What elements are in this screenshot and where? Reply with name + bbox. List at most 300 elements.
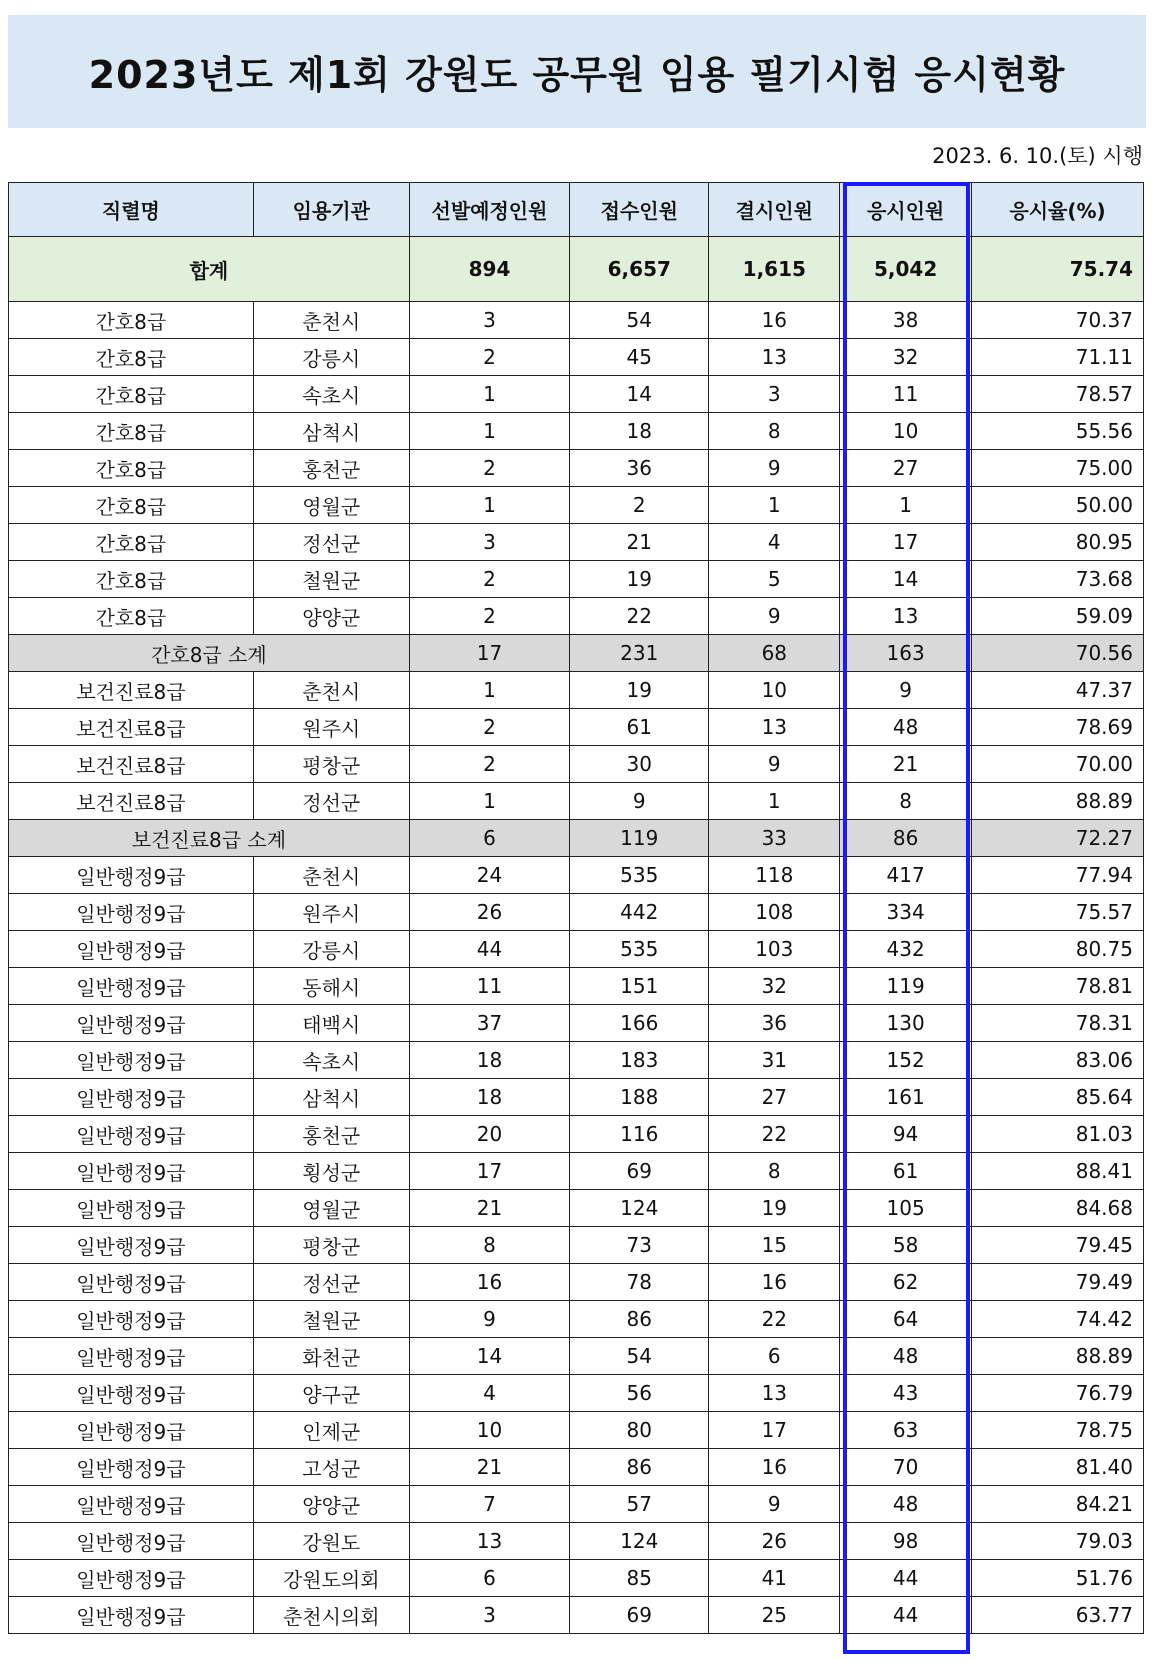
cell-agency: 속초시 [253,376,409,413]
table-row [9,339,1144,376]
cell-absent: 27 [709,1079,840,1116]
cell-absent: 9 [709,450,840,487]
cell-rate: 75.00 [972,450,1144,487]
cell-applied: 119 [570,820,709,857]
cell-absent: 32 [709,968,840,1005]
cell-planned: 2 [409,561,569,598]
cell-job: 간호8급 [9,561,254,598]
cell-attended: 27 [840,450,972,487]
total-absent: 1,615 [709,237,840,302]
total-planned: 894 [409,237,569,302]
cell-absent: 16 [709,302,840,339]
cell-agency: 양구군 [253,1375,409,1412]
cell-agency: 강원도 [253,1523,409,1560]
cell-applied: 151 [570,968,709,1005]
cell-planned: 1 [409,783,569,820]
cell-absent: 4 [709,524,840,561]
cell-planned: 6 [409,820,569,857]
cell-job: 일반행정9급 [9,1042,254,1079]
table-row [9,1486,1144,1523]
cell-absent: 17 [709,1412,840,1449]
total-rate: 75.74 [972,237,1144,302]
cell-agency: 정선군 [253,783,409,820]
cell-attended: 105 [840,1190,972,1227]
cell-attended: 58 [840,1227,972,1264]
cell-agency: 삼척시 [253,1079,409,1116]
table-row [9,746,1144,783]
cell-job: 보건진료8급 [9,746,254,783]
header-applied: 접수인원 [570,183,709,237]
cell-attended: 152 [840,1042,972,1079]
cell-planned: 17 [409,635,569,672]
cell-applied: 535 [570,857,709,894]
cell-planned: 10 [409,1412,569,1449]
cell-rate: 72.27 [972,820,1144,857]
cell-applied: 231 [570,635,709,672]
table-row [9,1264,1144,1301]
cell-absent: 13 [709,1375,840,1412]
subtotal-label: 보건진료8급 소계 [9,820,410,857]
cell-agency: 횡성군 [253,1153,409,1190]
cell-attended: 38 [840,302,972,339]
cell-applied: 14 [570,376,709,413]
cell-applied: 2 [570,487,709,524]
cell-agency: 고성군 [253,1449,409,1486]
cell-attended: 161 [840,1079,972,1116]
cell-job: 일반행정9급 [9,1338,254,1375]
cell-agency: 강원도의회 [253,1560,409,1597]
cell-job: 일반행정9급 [9,1449,254,1486]
cell-attended: 8 [840,783,972,820]
table-row [9,1449,1144,1486]
cell-rate: 74.42 [972,1301,1144,1338]
cell-rate: 78.75 [972,1412,1144,1449]
cell-planned: 21 [409,1449,569,1486]
exam-date: 2023. 6. 10.(토) 시행 [932,144,1143,168]
table-row [9,302,1144,339]
cell-rate: 59.09 [972,598,1144,635]
cell-job: 간호8급 [9,598,254,635]
header-attended: 응시인원 [840,183,972,237]
table-row [9,931,1144,968]
header-rate: 응시율(%) [972,183,1144,237]
cell-rate: 51.76 [972,1560,1144,1597]
cell-planned: 3 [409,524,569,561]
cell-planned: 2 [409,709,569,746]
cell-planned: 11 [409,968,569,1005]
cell-absent: 31 [709,1042,840,1079]
cell-rate: 83.06 [972,1042,1144,1079]
cell-rate: 84.21 [972,1486,1144,1523]
cell-job: 일반행정9급 [9,1486,254,1523]
cell-attended: 130 [840,1005,972,1042]
cell-applied: 166 [570,1005,709,1042]
cell-absent: 10 [709,672,840,709]
cell-agency: 춘천시 [253,302,409,339]
cell-attended: 44 [840,1560,972,1597]
cell-attended: 119 [840,968,972,1005]
cell-agency: 홍천군 [253,1116,409,1153]
cell-rate: 78.81 [972,968,1144,1005]
cell-rate: 76.79 [972,1375,1144,1412]
cell-planned: 1 [409,413,569,450]
cell-rate: 88.89 [972,1338,1144,1375]
cell-absent: 108 [709,894,840,931]
cell-attended: 44 [840,1597,972,1634]
cell-attended: 334 [840,894,972,931]
cell-attended: 14 [840,561,972,598]
cell-applied: 19 [570,561,709,598]
cell-attended: 9 [840,672,972,709]
cell-agency: 양양군 [253,598,409,635]
cell-rate: 79.45 [972,1227,1144,1264]
cell-agency: 인제군 [253,1412,409,1449]
cell-rate: 79.03 [972,1523,1144,1560]
cell-rate: 78.57 [972,376,1144,413]
cell-job: 간호8급 [9,524,254,561]
cell-applied: 442 [570,894,709,931]
cell-rate: 80.75 [972,931,1144,968]
cell-planned: 14 [409,1338,569,1375]
cell-agency: 원주시 [253,709,409,746]
header-job: 직렬명 [9,183,254,237]
cell-applied: 69 [570,1597,709,1634]
cell-job: 간호8급 [9,450,254,487]
cell-attended: 86 [840,820,972,857]
header-planned: 선발예정인원 [409,183,569,237]
cell-applied: 36 [570,450,709,487]
cell-planned: 37 [409,1005,569,1042]
cell-applied: 22 [570,598,709,635]
cell-applied: 19 [570,672,709,709]
cell-job: 보건진료8급 [9,709,254,746]
cell-rate: 84.68 [972,1190,1144,1227]
cell-applied: 57 [570,1486,709,1523]
cell-job: 일반행정9급 [9,1079,254,1116]
cell-rate: 70.00 [972,746,1144,783]
cell-planned: 21 [409,1190,569,1227]
cell-agency: 평창군 [253,1227,409,1264]
cell-attended: 417 [840,857,972,894]
table-row [9,1042,1144,1079]
cell-job: 보건진료8급 [9,672,254,709]
total-attended: 5,042 [840,237,972,302]
cell-agency: 원주시 [253,894,409,931]
cell-applied: 85 [570,1560,709,1597]
table-row [9,1116,1144,1153]
cell-attended: 17 [840,524,972,561]
table-row [9,1227,1144,1264]
cell-rate: 71.11 [972,339,1144,376]
cell-applied: 21 [570,524,709,561]
header-row [9,183,1144,237]
cell-planned: 3 [409,1597,569,1634]
cell-applied: 56 [570,1375,709,1412]
cell-planned: 1 [409,376,569,413]
cell-planned: 2 [409,450,569,487]
cell-agency: 춘천시 [253,672,409,709]
cell-planned: 17 [409,1153,569,1190]
header-absent: 결시인원 [709,183,840,237]
cell-applied: 183 [570,1042,709,1079]
cell-absent: 25 [709,1597,840,1634]
cell-planned: 20 [409,1116,569,1153]
cell-absent: 9 [709,746,840,783]
cell-job: 일반행정9급 [9,1005,254,1042]
table-row [9,894,1144,931]
cell-attended: 70 [840,1449,972,1486]
cell-applied: 54 [570,302,709,339]
cell-applied: 30 [570,746,709,783]
cell-absent: 16 [709,1449,840,1486]
cell-job: 일반행정9급 [9,1116,254,1153]
cell-applied: 116 [570,1116,709,1153]
cell-job: 일반행정9급 [9,1597,254,1634]
table-row [9,709,1144,746]
cell-absent: 8 [709,1153,840,1190]
cell-attended: 21 [840,746,972,783]
cell-applied: 45 [570,339,709,376]
cell-attended: 61 [840,1153,972,1190]
subtotal-row [9,635,1144,672]
cell-absent: 8 [709,413,840,450]
cell-agency: 평창군 [253,746,409,783]
cell-absent: 26 [709,1523,840,1560]
cell-rate: 47.37 [972,672,1144,709]
cell-absent: 41 [709,1560,840,1597]
cell-attended: 32 [840,339,972,376]
table-row [9,1153,1144,1190]
cell-planned: 8 [409,1227,569,1264]
cell-planned: 2 [409,598,569,635]
table-row [9,561,1144,598]
cell-absent: 36 [709,1005,840,1042]
cell-agency: 삼척시 [253,413,409,450]
total-applied: 6,657 [570,237,709,302]
cell-job: 보건진료8급 [9,783,254,820]
subtotal-label: 간호8급 소계 [9,635,410,672]
cell-job: 일반행정9급 [9,1227,254,1264]
cell-attended: 94 [840,1116,972,1153]
cell-applied: 61 [570,709,709,746]
cell-attended: 48 [840,1338,972,1375]
cell-agency: 철원군 [253,1301,409,1338]
cell-rate: 75.57 [972,894,1144,931]
table-row [9,1412,1144,1449]
cell-absent: 103 [709,931,840,968]
cell-absent: 6 [709,1338,840,1375]
cell-rate: 85.64 [972,1079,1144,1116]
cell-applied: 54 [570,1338,709,1375]
cell-attended: 13 [840,598,972,635]
cell-job: 간호8급 [9,487,254,524]
cell-attended: 98 [840,1523,972,1560]
cell-applied: 535 [570,931,709,968]
cell-absent: 1 [709,487,840,524]
cell-agency: 홍천군 [253,450,409,487]
cell-agency: 화천군 [253,1338,409,1375]
cell-applied: 124 [570,1190,709,1227]
results-table [8,182,1144,1634]
page-title: 2023년도 제1회 강원도 공무원 임용 필기시험 응시현황 [88,53,1066,97]
cell-attended: 48 [840,1486,972,1523]
table-row [9,857,1144,894]
cell-planned: 2 [409,339,569,376]
cell-applied: 80 [570,1412,709,1449]
cell-rate: 50.00 [972,487,1144,524]
cell-planned: 1 [409,672,569,709]
cell-agency: 강릉시 [253,931,409,968]
cell-absent: 68 [709,635,840,672]
cell-planned: 7 [409,1486,569,1523]
cell-planned: 16 [409,1264,569,1301]
cell-planned: 3 [409,302,569,339]
cell-absent: 9 [709,1486,840,1523]
cell-applied: 86 [570,1449,709,1486]
cell-rate: 81.40 [972,1449,1144,1486]
cell-absent: 16 [709,1264,840,1301]
table-row [9,413,1144,450]
cell-planned: 13 [409,1523,569,1560]
cell-applied: 124 [570,1523,709,1560]
cell-planned: 24 [409,857,569,894]
cell-absent: 118 [709,857,840,894]
cell-planned: 9 [409,1301,569,1338]
table-row [9,968,1144,1005]
cell-planned: 6 [409,1560,569,1597]
cell-absent: 1 [709,783,840,820]
cell-attended: 163 [840,635,972,672]
table-row [9,672,1144,709]
cell-agency: 양양군 [253,1486,409,1523]
table-row [9,1338,1144,1375]
cell-job: 간호8급 [9,302,254,339]
cell-planned: 44 [409,931,569,968]
cell-rate: 63.77 [972,1597,1144,1634]
cell-applied: 18 [570,413,709,450]
cell-agency: 속초시 [253,1042,409,1079]
table-row [9,376,1144,413]
cell-applied: 73 [570,1227,709,1264]
cell-planned: 18 [409,1042,569,1079]
cell-job: 일반행정9급 [9,931,254,968]
cell-absent: 19 [709,1190,840,1227]
cell-absent: 9 [709,598,840,635]
table-row [9,1079,1144,1116]
cell-absent: 33 [709,820,840,857]
cell-attended: 43 [840,1375,972,1412]
cell-job: 일반행정9급 [9,1523,254,1560]
cell-job: 일반행정9급 [9,1153,254,1190]
total-row [9,237,1144,302]
cell-applied: 9 [570,783,709,820]
cell-job: 일반행정9급 [9,1190,254,1227]
cell-job: 일반행정9급 [9,1301,254,1338]
cell-agency: 강릉시 [253,339,409,376]
cell-planned: 2 [409,746,569,783]
cell-job: 일반행정9급 [9,1375,254,1412]
header-agency: 임용기관 [253,183,409,237]
table-row [9,1523,1144,1560]
cell-absent: 15 [709,1227,840,1264]
cell-rate: 78.69 [972,709,1144,746]
subtotal-row [9,820,1144,857]
cell-job: 일반행정9급 [9,1264,254,1301]
cell-applied: 86 [570,1301,709,1338]
cell-absent: 13 [709,709,840,746]
total-label: 합계 [9,237,410,302]
table-row [9,1301,1144,1338]
cell-rate: 79.49 [972,1264,1144,1301]
cell-rate: 88.41 [972,1153,1144,1190]
cell-rate: 77.94 [972,857,1144,894]
cell-rate: 55.56 [972,413,1144,450]
cell-applied: 69 [570,1153,709,1190]
cell-rate: 80.95 [972,524,1144,561]
cell-rate: 81.03 [972,1116,1144,1153]
cell-planned: 4 [409,1375,569,1412]
cell-job: 간호8급 [9,339,254,376]
cell-planned: 18 [409,1079,569,1116]
cell-absent: 22 [709,1301,840,1338]
table-row [9,1005,1144,1042]
cell-job: 일반행정9급 [9,1560,254,1597]
table-row [9,598,1144,635]
cell-rate: 73.68 [972,561,1144,598]
table-row [9,450,1144,487]
cell-job: 일반행정9급 [9,1412,254,1449]
cell-job: 일반행정9급 [9,857,254,894]
cell-rate: 70.56 [972,635,1144,672]
cell-job: 간호8급 [9,413,254,450]
cell-attended: 11 [840,376,972,413]
table-row [9,1375,1144,1412]
cell-agency: 춘천시 [253,857,409,894]
cell-absent: 5 [709,561,840,598]
cell-attended: 48 [840,709,972,746]
table-row [9,524,1144,561]
cell-applied: 188 [570,1079,709,1116]
title-banner [8,15,1146,128]
cell-planned: 1 [409,487,569,524]
cell-attended: 10 [840,413,972,450]
cell-rate: 88.89 [972,783,1144,820]
cell-planned: 26 [409,894,569,931]
cell-absent: 3 [709,376,840,413]
cell-job: 일반행정9급 [9,894,254,931]
cell-agency: 춘천시의회 [253,1597,409,1634]
table-row [9,1190,1144,1227]
cell-absent: 13 [709,339,840,376]
cell-agency: 철원군 [253,561,409,598]
cell-rate: 70.37 [972,302,1144,339]
cell-absent: 22 [709,1116,840,1153]
cell-attended: 1 [840,487,972,524]
cell-rate: 78.31 [972,1005,1144,1042]
cell-agency: 동해시 [253,968,409,1005]
table-row [9,487,1144,524]
cell-attended: 63 [840,1412,972,1449]
cell-agency: 태백시 [253,1005,409,1042]
cell-attended: 432 [840,931,972,968]
cell-agency: 정선군 [253,524,409,561]
table-row [9,783,1144,820]
table-row [9,1597,1144,1634]
cell-applied: 78 [570,1264,709,1301]
cell-job: 간호8급 [9,376,254,413]
cell-agency: 영월군 [253,1190,409,1227]
cell-job: 일반행정9급 [9,968,254,1005]
